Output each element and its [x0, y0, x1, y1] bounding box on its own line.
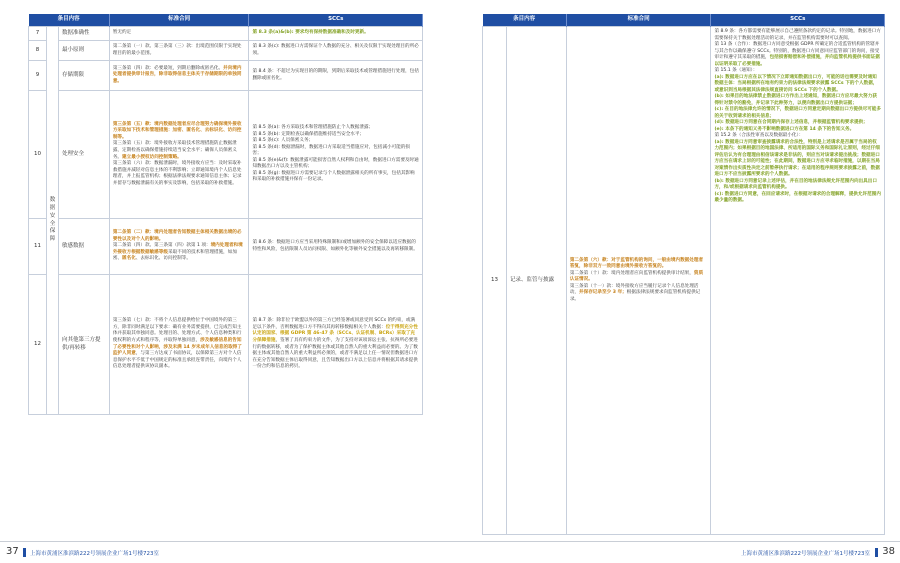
row-title: 数据准确性 — [58, 27, 109, 41]
row-title: 存储期限 — [58, 61, 109, 91]
sccs-cell — [249, 91, 423, 219]
footer-bar-left — [23, 548, 26, 557]
text-segment: 第 8.5 条(e)&(f): 数据泄露可能损害自然人权利和自由时，数据进口方需要及时通知数据出口方以及主管机构； — [252, 157, 419, 170]
text-segment: 第 8.3 条(c): 数据进口方需保证个人数据的充分、相关及仅限于实现处理目的所必须。 — [252, 43, 419, 56]
text-segment: (c): 数据进口方同意，在回应请求时，在根据对请求的合理解释，提供允许范围内最少量的数据。 — [714, 191, 881, 204]
text-segment: 第 8.6 条：数据进口方应当采用特殊限制和/或增加额外的安全保障以适应数据的特性和风险，包括限制人员访问权限、如额外化等额外安全措施以及再转移限制。 — [252, 239, 418, 252]
text-segment: 第二条第（四）款、第三条第（四）款第 1 项： — [112, 243, 211, 249]
text-segment: 第二条第（十）款：境内处理者应向监管机构提供审计结果， — [569, 270, 694, 276]
row-title: 记录、监管与披露 — [506, 27, 566, 535]
standard-contract-cell — [109, 41, 249, 61]
text-segment: 第三条第（十一）款：境外接收方应当履行记录个人信息处理活动， — [569, 283, 699, 296]
standard-contract-cell — [109, 91, 249, 219]
header-standard-contract-right: 标准合同 — [566, 14, 711, 27]
table-row — [29, 61, 423, 91]
row-number: 10 — [29, 91, 47, 219]
table-row — [483, 27, 885, 535]
row-number: 11 — [29, 219, 47, 275]
row-number: 8 — [29, 41, 47, 61]
text-segment: 第 15.2 条（合法性审查以及数据最小化）： — [714, 133, 804, 139]
right-footer — [450, 541, 900, 563]
standard-contract-cell — [109, 61, 249, 91]
left-comparison-table — [28, 14, 423, 415]
sccs-cell — [249, 27, 423, 41]
text-segment: 匿名化 — [122, 256, 136, 262]
header-item-right: 条目内容 — [483, 14, 567, 27]
text-segment: 暂无约定 — [112, 30, 132, 36]
text-segment: 包括损害赔偿和补偿措施，并向监管机构提供书面证据以证明采取了必要措施。 — [714, 55, 880, 67]
text-segment: 第三条第（五）款：境外接收方采取技术管理措施防止数据泄露，定期检查以确保措施持续适当安全水平；确保人员保密义务。 — [112, 141, 237, 160]
text-segment: 第 8.5 条(d): 数据泄漏时，数据进口方采取适当措施应对，包括减小可能的损害； — [252, 144, 411, 157]
text-segment: 第三条第（六）款：数据泄漏时，境外接收方应当：及时采取补救措施并减轻对信息主体的不利影响；立即通知境内个人信息处理者，并上报监管机构；根据法律法规要求通知信息主体；记录并留存与数据泄漏有关的事实及影响，包括采取的补救措施。 — [112, 161, 242, 186]
text-segment: (c): 在目的地法律允许的情况下，数据进口方同意定期向数据出口方提供尽可能多的关于收到请求的相关信息； — [714, 107, 881, 119]
text-segment: (a): 数据进口方应在以下情况下立即通知数据出口方，可能的话也需要及时通知数据主体：当局根据所在地有约束力的法律法规要求披露 SCCs 下的个人数据，或意识到当局根据其法律法规直接访问 SCCs 下的个人数据。 — [714, 74, 878, 93]
text-segment: 第 8.5 条(b): 定期检查以确保措施维持适当安全水平； — [252, 131, 365, 137]
right-comparison-table — [482, 14, 885, 535]
text-segment: (b): 如果目的地法律禁止数据进口方作出上述通知，数据进口方应尽最大努力获得针对禁令的豁免，并记录下此种努力，以便向数据出口方提供证据； — [714, 94, 877, 106]
text-segment: ，签署了具有约束力的文件，为了支持对该项诉讼主张、抗辩所必要进行的数据转移，或者为了保护数据主体或其他自然人的重大利益而必要的。 — [252, 337, 418, 350]
table-row — [29, 275, 423, 415]
text-segment: 涉及敏感信息的告知了必要性和对个人影响，涉及未满 14 岁未成年人信息的取得了监护人同意 — [112, 337, 242, 357]
text-segment: 并保存记录至少 3 年； — [579, 290, 627, 296]
sccs-cell — [249, 219, 423, 275]
text-segment: (e): 本条下的通知义务不影响数据进口方在第 14 条下的告知义务。 — [714, 126, 855, 132]
sccs-cell — [249, 61, 423, 91]
text-segment: 、去标识化、访问控制等。 — [135, 256, 191, 262]
footer-address-right: 上海市黄浦区淮滨路222号领展企业广场1号楼723室 — [741, 551, 870, 557]
text-segment: 资质认证情况。 — [569, 270, 704, 283]
text-segment: 境内处理者和境外接收方根据数据敏感等级 — [112, 243, 243, 255]
row-title: 处理安全 — [58, 91, 109, 219]
text-segment: 根据法律法规要求向监管机构提供记录。 — [569, 290, 701, 302]
right-page — [450, 0, 900, 563]
footer-bar-right — [875, 548, 878, 557]
text-segment: 第 8.5 条(g): 数据进口方需要记录与个人数据泄露相关的所有事实，包括其影响和采取的补救措施并保有一份记录。 — [252, 170, 415, 183]
text-segment: 第二条第（六）款：对于监管机构的询问，一般由境内数据处理者答复，除非双方一致同意由境外接收方答复的。 — [569, 257, 704, 270]
row-number: 12 — [29, 275, 47, 415]
row-title: 敏感数据 — [58, 219, 109, 275]
sccs-cell — [249, 41, 423, 61]
text-segment: ，与第三方达成了书面协议，以保障第三方对个人信息保护水平不低于中国规定的标准且承担连带责任，向境内个人信息处理者提供该协议副本。 — [112, 351, 242, 370]
text-segment: 第 15.1 条（通知）： — [714, 68, 758, 74]
header-sccs: SCCs — [249, 14, 423, 27]
text-segment: 并向境内处理者提供审计报告，除非取得信息主体关于存储期限的单独同意。 — [112, 65, 242, 84]
text-segment: 第 8.9 条：各方都需要有能够展示自己遵照条款约定的记录。特别地，数据进口方需要保持关于数据处理活动的记录，并在监管机构需要时可以查阅。 — [714, 29, 881, 41]
page-number-left: 37 — [6, 546, 19, 557]
header-standard-contract: 标准合同 — [109, 14, 249, 27]
table-row — [29, 219, 423, 275]
left-footer — [0, 541, 450, 563]
row-number: 13 — [483, 27, 507, 535]
header-sccs-right: SCCs — [711, 14, 885, 27]
text-segment: 第二条第（一）款、第三条第（三）款：出境范围仅限于实现处理目的的最小范围。 — [112, 43, 242, 56]
text-segment: 建立最小授权访问控制策略。 — [122, 154, 182, 160]
table-row — [29, 41, 423, 61]
row-number: 9 — [29, 61, 47, 91]
standard-contract-cell — [109, 219, 249, 275]
text-segment: (b): 数据进口方同意记录上述评估，并在目的地法律法规允许范围内向出具出口方，和/或根据请求向监管机构提供。 — [714, 178, 877, 191]
standard-contract-cell — [109, 27, 249, 41]
text-segment: 第三条第（四）款：必要最短，到期后删除或匿名化。 — [112, 65, 224, 71]
group-label: 数据安全保障 — [46, 27, 58, 415]
table-row — [29, 27, 423, 41]
standard-contract-cell — [109, 275, 249, 415]
sccs-cell — [249, 275, 423, 415]
page-number-right: 38 — [882, 546, 895, 557]
text-segment: 第三条第（五）款：境内数据处理者应尽合理努力确保境外接收方采取如下技术和管理措施：加密、匿名化、去标识化、访问控制等。 — [112, 121, 242, 140]
text-segment: 第 8.4 条：不超过为实现目的的期限，到期后采取技术或管理措施进行处理，包括删除或匿名化。 — [252, 68, 419, 81]
text-segment: (a): 数据进口方同意审查披露请求的合法性，特别是上述请求是否属于当局的权力范围内；如果根据目的地国法律、所适用的国际义务和国际礼让原则，经过仔细评估后认为有合理理由相信该请求是非法的，则应当对该请求提出挑战；数据进口方应当在请求上诉的可能性；在此期间，数据进口方应寻求临时措施，以期在当局对案情作出实质性决定之前暂停执行请求；在适用的程序规则要求披露之前，数据进口方不应当披露所要求的个人数据。 — [714, 139, 880, 178]
footer-address-left: 上海市黄浦区淮滨路222号领展企业广场1号楼723室 — [30, 551, 159, 557]
text-segment: 第二条第（二）款：境内处理者告知数据主体相关数据出境的必要性以及对个人的影响。 — [112, 230, 242, 242]
text-segment: 第 8.5 条(a): 各方采取技术和管理措施防止个人数据泄露； — [252, 125, 374, 131]
text-segment: 第 8.7 条：除非位于欧盟以外的第三方已经签署或同意受到 SCCs 的约束，或满足以下条件，否则数据进口方不得向其再转移数据相关个人数据： — [252, 318, 416, 330]
text-segment: 第三条第（七）款：不将个人信息提供给位于中国境外的第三方，除非同时满足以下要求：确有业务需要提供，已完成告知主体并获取其单独同意。处理目的、处理方式、个人信息种类和行使权利的方式和程序等，并取得单独同意， — [112, 318, 242, 343]
row-title: 向其他第三方提供/再转移 — [58, 275, 109, 415]
text-segment: (d): 数据进口方同意在合同期内保存上述信息，并根据监管机构要求提供； — [714, 120, 868, 126]
text-segment: 位于得到充分性认定的国家、根据 GDPR 第 46-47 条（SCCs、认证机制、BCRs）采取了充分保障措施 — [252, 324, 418, 343]
standard-contract-cell — [566, 27, 711, 535]
text-segment: 第 13 条（合作）：数据进口方同意受根据 GDPR 所确定的合适监管机构的管辖并与其合作以确保遵守 SCCs。特别的，数据进口方同意回应监管部门的询问，接受审计和遵守其采取的措施， — [714, 42, 880, 61]
text-segment: 第 8.5 条(c): 人员保密义务； — [252, 138, 314, 144]
sccs-cell — [711, 27, 885, 535]
table-row — [29, 91, 423, 219]
text-segment: 为了数据主体或其他自然人的重大利益所必须的，或者不满足以上任一情况但数据进口方在充分告知数据主体后取得同意，且告知数据出口方以上信息并将根据其请求提供一份合约和信息的拷贝。 — [252, 344, 418, 370]
header-item: 条目内容 — [29, 14, 110, 27]
row-title: 最小原则 — [58, 41, 109, 61]
row-number: 7 — [29, 27, 47, 41]
text-segment: 第 8.3 条(a)&(b): 要求均有保持数据准确和及时更新。 — [252, 30, 369, 36]
text-segment: 采取不同的技术和管理措施，如加密、 — [112, 249, 237, 262]
